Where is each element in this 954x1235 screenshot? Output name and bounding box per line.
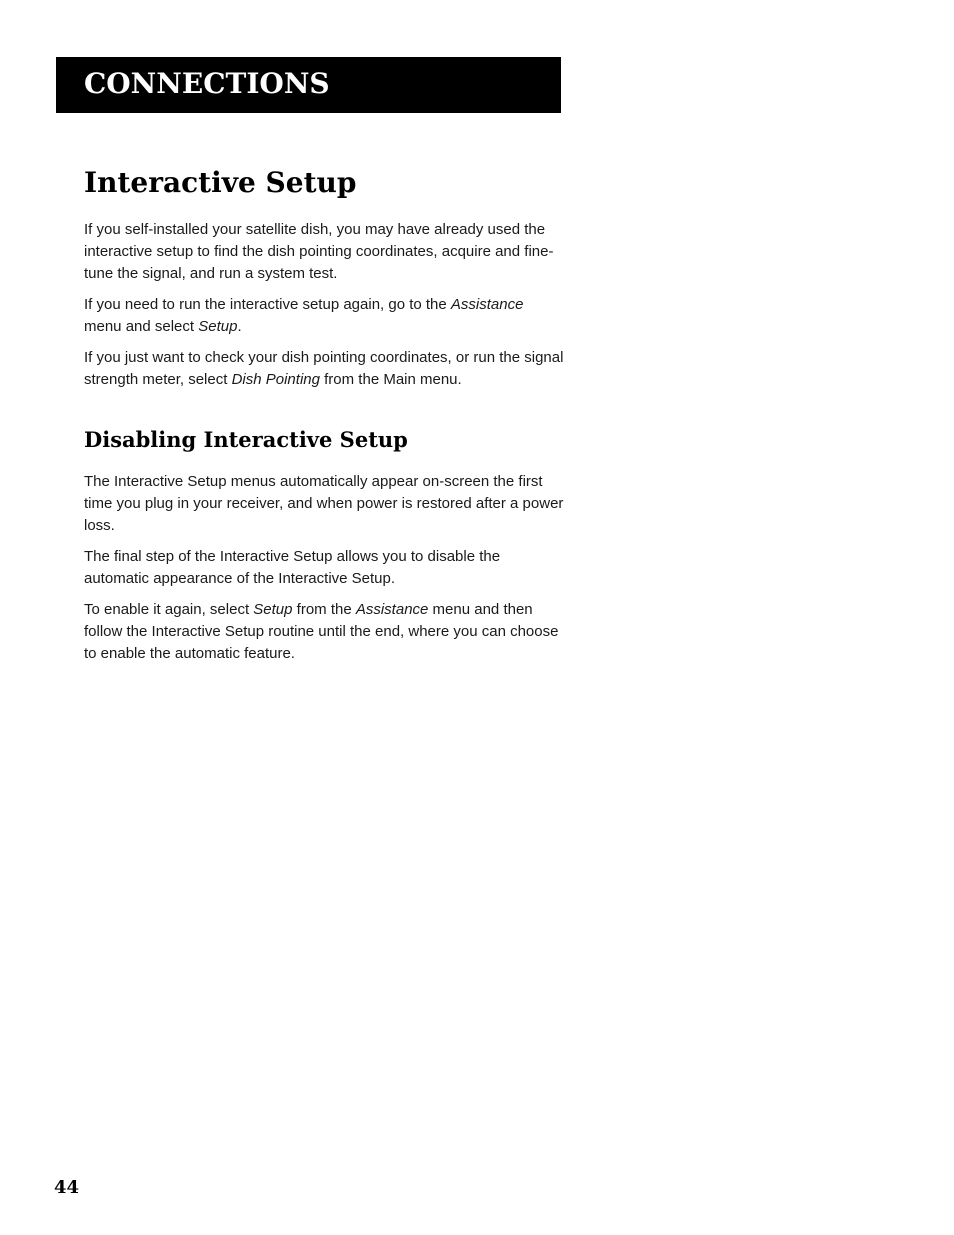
rerun-setup-text-2: menu and select bbox=[84, 318, 199, 335]
subsection-title: Disabling Interactive Setup bbox=[84, 427, 408, 452]
rerun-setup-paragraph bbox=[84, 294, 564, 338]
auto-appear-text: The Interactive Setup menus automatically appear on-screen the first time you plug in your receiver, and when power is restored after a power loss. bbox=[84, 473, 564, 534]
assistance-menu-ref: Assistance bbox=[450, 296, 524, 313]
intro-paragraph-text: If you self-installed your satellite dish, you may have already used the interactive setup to find the dish pointing coordinates, acquire and fine-tune the signal, and run a system test. bbox=[84, 221, 554, 282]
enable-again-text-1: To enable it again, select bbox=[84, 601, 254, 618]
rerun-setup-text-3: . bbox=[237, 318, 242, 335]
dish-pointing-ref: Dish Pointing bbox=[231, 371, 320, 388]
dish-pointing-text-1: If you just want to check your dish pointing coordinates, or run the signal strength meter, select bbox=[84, 349, 564, 388]
dish-pointing-paragraph bbox=[84, 347, 564, 391]
final-step-text: The final step of the Interactive Setup allows you to disable the automatic appearance of the Interactive Setup. bbox=[84, 548, 501, 587]
dish-pointing-text-2: from the Main menu. bbox=[319, 371, 462, 388]
intro-paragraph bbox=[84, 219, 564, 285]
main-content bbox=[84, 162, 564, 674]
rerun-setup-text-1: If you need to run the interactive setup again, go to the bbox=[84, 296, 451, 313]
setup-item-ref-2: Setup bbox=[253, 601, 293, 618]
enable-again-paragraph bbox=[84, 599, 564, 665]
page-title: Interactive Setup bbox=[84, 166, 357, 199]
section-label: CONNECTIONS bbox=[84, 67, 330, 100]
setup-item-ref: Setup bbox=[198, 318, 238, 335]
page-number: 44 bbox=[54, 1177, 80, 1198]
enable-again-text-3: menu and then follow the Interactive Setup routine until the end, where you can choose to enable the automatic feature. bbox=[84, 601, 559, 662]
assistance-menu-ref-2: Assistance bbox=[355, 601, 429, 618]
section-banner bbox=[56, 57, 561, 113]
auto-appear-paragraph bbox=[84, 471, 564, 537]
enable-again-text-2: from the bbox=[292, 601, 356, 618]
final-step-paragraph bbox=[84, 546, 564, 590]
